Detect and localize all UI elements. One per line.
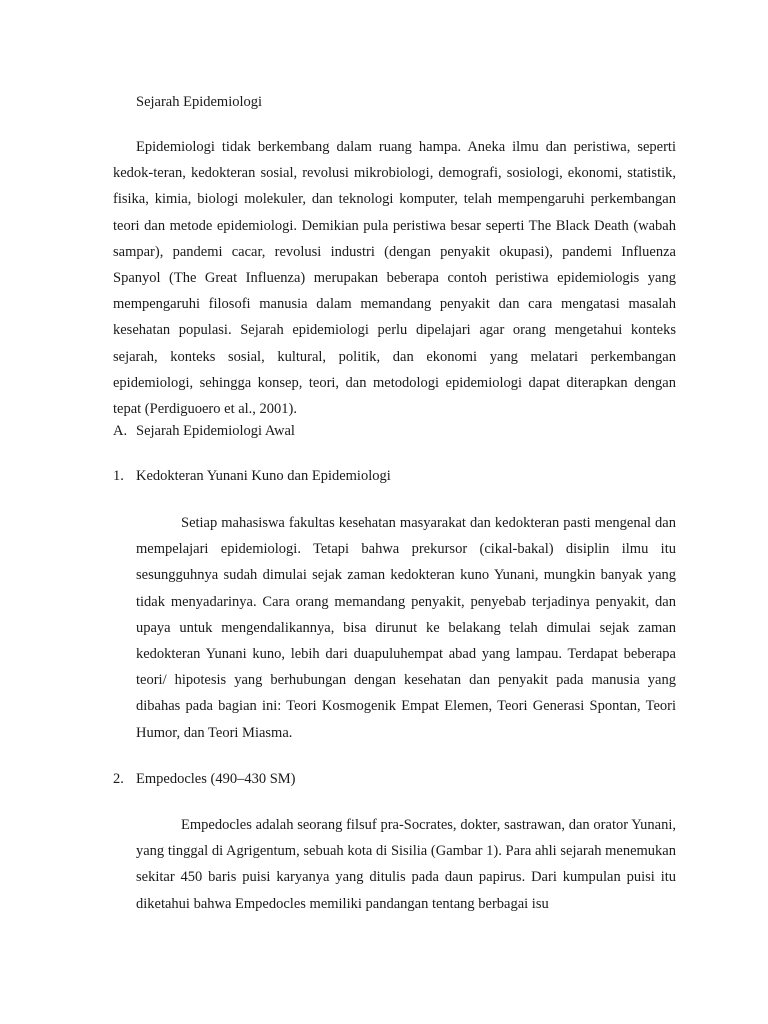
section-title-a: Sejarah Epidemiologi Awal bbox=[136, 423, 295, 439]
subsection-heading-2 bbox=[113, 769, 295, 789]
intro-paragraph: Epidemiologi tidak berkembang dalam ruang hampa. Aneka ilmu dan peristiwa, seperti kedok-teran, kedokteran sosial, revolusi mikrobiologi, demografi, sosiologi, ekonomi, statistik, fisika, kimia, biologi molekuler, dan teknologi komputer, telah mempengaruhi perkembangan teori dan metode epidemiologi. Demikian pula peristiwa besar seperti The Black Death (wabah sampar), pandemi cacar, revolusi industri (dengan penyakit okupasi), pandemi Influenza Spanyol (The Great Influenza) merupakan beberapa contoh peristiwa epidemiologis yang mempengaruhi filosofi manusia dalam memandang penyakit dan cara mengatasi masalah kesehatan populasi. Sejarah epidemiologi perlu dipelajari agar orang mengetahui konteks sejarah, konteks sosial, kultural, politik, dan ekonomi yang melatari perkembangan epidemiologi, sehingga konsep, teori, dan metodologi epidemiologi dapat diterapkan dengan tepat (Perdiguoero et al., 2001). bbox=[113, 139, 676, 418]
subsection-marker-2: 2. bbox=[113, 771, 124, 787]
document-title: Sejarah Epidemiologi bbox=[136, 94, 263, 110]
subsection-paragraph-1: Setiap mahasiswa fakultas kesehatan masyarakat dan kedokteran pasti mengenal dan mempelajari epidemiologi. Tetapi bahwa prekursor (cikal-bakal) disiplin ilmu itu sesungguhnya sudah dimulai sejak zaman kedokteran kuno Yunani, mungkin banyak yang tidak menyadarinya. Cara orang memandang penyakit, penyebab terjadinya penyakit, dan upaya untuk mengendalikannya, bisa dirunut ke belakang telah dimulai sejak zaman kedokteran Yunani kuno, lebih dari duapuluhempat abad yang lampau. Terdapat beberapa teori/ hipotesis yang berhubungan dengan kesehatan dan penyakit pada manusia yang dibahas pada bagian ini: Teori Kosmogenik Empat Elemen, Teori Generasi Spontan, Teori Humor, dan Teori Miasma. bbox=[136, 515, 676, 741]
subsection-marker-1: 1. bbox=[113, 468, 124, 484]
subsection-title-2: Empedocles (490–430 SM) bbox=[136, 771, 296, 787]
section-heading-a bbox=[113, 421, 295, 441]
subsection-paragraph-2: Empedocles adalah seorang filsuf pra-Socrates, dokter, sastrawan, dan orator Yunani, yang tinggal di Agrigentum, sebuah kota di Sisilia (Gambar 1). Para ahli sejarah menemukan sekitar 450 baris puisi karyanya yang ditulis pada daun papirus. Dari kumpulan puisi itu diketahui bahwa Empedocles memiliki pandangan tentang berbagai isu bbox=[136, 817, 676, 912]
subsection-title-1: Kedokteran Yunani Kuno dan Epidemiologi bbox=[136, 468, 391, 484]
subsection-heading-1 bbox=[113, 466, 391, 486]
section-marker-a: A. bbox=[113, 423, 128, 439]
